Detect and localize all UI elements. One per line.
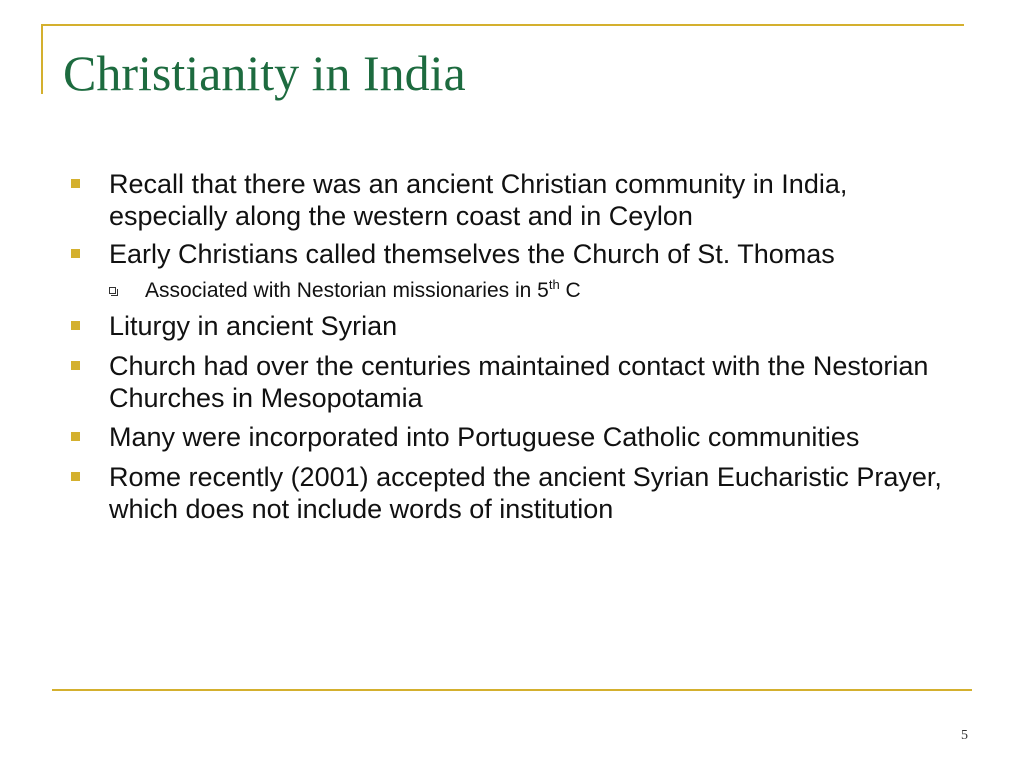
footer-divider-line (52, 689, 972, 691)
square-bullet-icon (71, 179, 80, 188)
bullet-text: Liturgy in ancient Syrian (109, 311, 398, 341)
slide-title: Christianity in India (63, 45, 466, 101)
page-number: 5 (961, 728, 968, 743)
bullet-item-portuguese-catholic (109, 421, 969, 453)
bullet-text: Many were incorporated into Portuguese Catholic communities (109, 422, 860, 452)
bullet-text: Rome recently (2001) accepted the ancient Syrian Eucharistic Prayer, which does not include words of institution (109, 462, 942, 524)
square-bullet-icon (71, 321, 80, 330)
ordinal-superscript: th (548, 277, 560, 292)
sub-bullet-text-before: Associated with Nestorian missionaries in 5 (145, 279, 549, 302)
sub-bullet-item-nestorian-missionaries (145, 279, 965, 303)
square-bullet-icon (71, 472, 80, 481)
square-bullet-icon (71, 249, 80, 258)
bullet-item-liturgy (109, 310, 969, 342)
bullet-item-ancient-community (109, 168, 969, 232)
bullet-text: Early Christians called themselves the Church of St. Thomas (109, 239, 835, 269)
bullet-item-nestorian-contact (109, 350, 969, 414)
sub-bullet-text-after: C (559, 279, 581, 302)
square-bullet-icon (71, 361, 80, 370)
bullet-item-church-of-st-thomas (109, 238, 969, 270)
bullet-text: Recall that there was an ancient Christian community in India, especially along the western coast and in Ceylon (109, 169, 848, 231)
bullet-text: Church had over the centuries maintained contact with the Nestorian Churches in Mesopotamia (109, 351, 929, 413)
square-bullet-icon (71, 432, 80, 441)
bullet-item-eucharistic-prayer (109, 461, 969, 525)
hollow-square-bullet-icon (109, 287, 116, 294)
